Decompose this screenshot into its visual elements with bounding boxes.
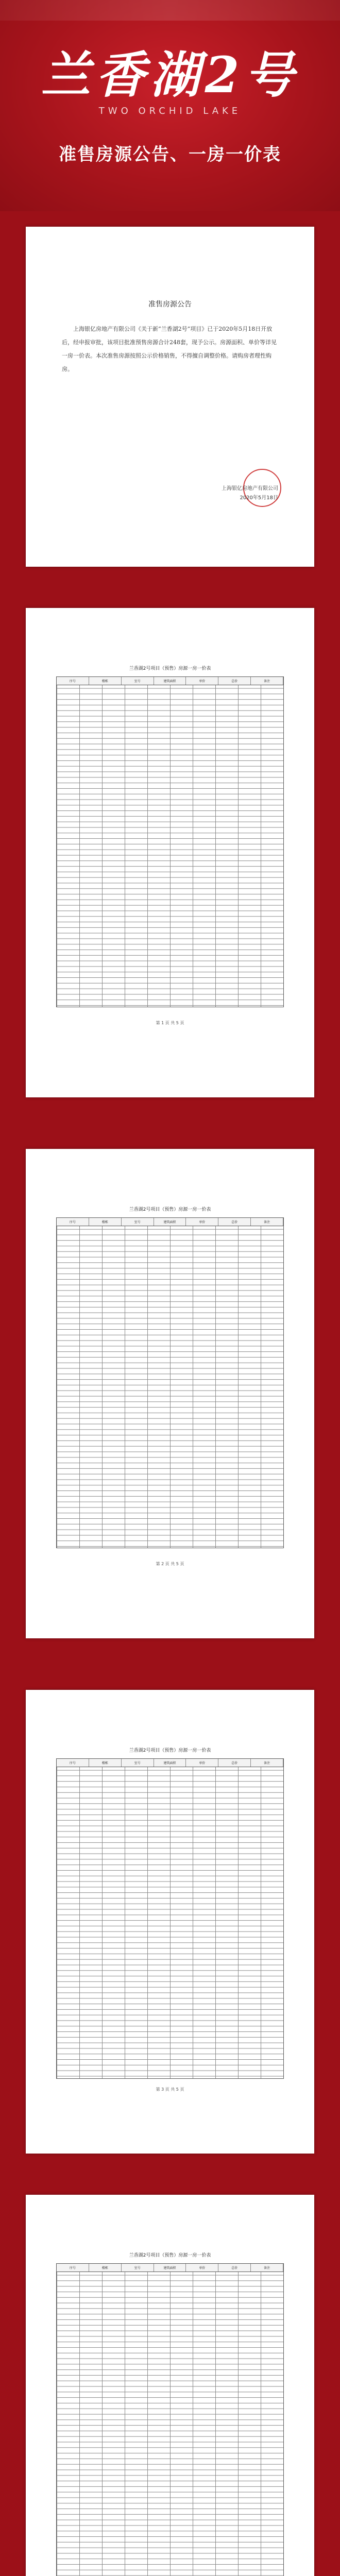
price-table-page-3 — [26, 1690, 314, 2154]
table-header-cell: 备注 — [251, 2264, 283, 2272]
table-header-cell: 单价 — [186, 1759, 218, 1767]
table-title: 兰香湖2号项目（预售）房源一房一价表 — [129, 1748, 211, 1753]
table-header-cell: 室号 — [122, 2264, 154, 2272]
header-banner — [0, 0, 340, 211]
table-title: 兰香湖2号项目（预售）房源一房一价表 — [129, 666, 211, 671]
notice-title: 准售房源公告 — [148, 300, 192, 309]
table-header-row — [57, 2264, 283, 2272]
page-number: 第 1 页 共 5 页 — [156, 1021, 184, 1025]
price-table — [56, 1758, 284, 2079]
signer-name: 上海银亿房地产有限公司 — [222, 486, 278, 492]
table-header-cell: 备注 — [251, 1759, 283, 1767]
project-logo-title: 兰香湖2号 — [41, 46, 299, 104]
table-header-cell: 序号 — [57, 1759, 89, 1767]
price-table — [56, 2263, 284, 2576]
table-header-cell: 备注 — [251, 677, 283, 685]
table-header-cell: 室号 — [122, 1218, 154, 1226]
page-number: 第 2 页 共 5 页 — [156, 1562, 184, 1566]
notice-date: 2020年5月18日 — [240, 495, 278, 501]
price-table-page-2 — [26, 1149, 314, 1638]
table-title: 兰香湖2号项目（预售）房源一房一价表 — [129, 1207, 211, 1212]
table-header-cell: 建筑面积 — [154, 677, 186, 685]
table-header-cell: 建筑面积 — [154, 2264, 186, 2272]
price-table-page-1 — [26, 608, 314, 1097]
table-header-cell: 楼栋 — [89, 677, 122, 685]
table-header-cell: 单价 — [186, 2264, 218, 2272]
banner-decoration — [0, 0, 340, 21]
price-table — [56, 1217, 284, 1548]
table-header-row — [57, 1759, 283, 1767]
table-header-cell: 序号 — [57, 677, 89, 685]
table-header-cell: 室号 — [122, 677, 154, 685]
table-header-cell: 总价 — [218, 2264, 251, 2272]
table-header-cell: 序号 — [57, 2264, 89, 2272]
table-header-cell: 总价 — [218, 677, 251, 685]
notice-body: 上海银亿房地产有限公司《关于新“兰香湖2号”项目》已于2020年5月18日开放后，经申报审批，该项目批准预售房源合计248套，现予公示。房源面积、单价等详见一房一价表。本次准售房源按照公示价格销售，不得擅自调整价格。请购房者理性购房。 — [62, 326, 277, 372]
table-title: 兰香湖2号项目（预售）房源一房一价表 — [129, 2253, 211, 2258]
table-header-cell: 总价 — [218, 1759, 251, 1767]
table-header-cell: 室号 — [122, 1759, 154, 1767]
table-header-cell: 备注 — [251, 1218, 283, 1226]
price-table — [56, 676, 284, 1007]
price-table-page-4 — [26, 2195, 314, 2576]
table-header-cell: 楼栋 — [89, 1218, 122, 1226]
project-english-name: TWO ORCHID LAKE — [98, 106, 242, 116]
table-header-cell: 序号 — [57, 1218, 89, 1226]
table-header-cell: 建筑面积 — [154, 1218, 186, 1226]
page-subtitle: 准售房源公告、一房一价表 — [59, 144, 281, 165]
table-header-row — [57, 677, 283, 685]
table-header-cell: 建筑面积 — [154, 1759, 186, 1767]
table-header-cell: 单价 — [186, 1218, 218, 1226]
table-header-cell: 楼栋 — [89, 1759, 122, 1767]
table-header-cell: 总价 — [218, 1218, 251, 1226]
table-header-cell: 单价 — [186, 677, 218, 685]
notice-page — [26, 227, 314, 567]
table-header-row — [57, 1218, 283, 1226]
notice-signature — [222, 484, 278, 503]
page-number: 第 3 页 共 5 页 — [156, 2087, 184, 2092]
table-header-cell: 楼栋 — [89, 2264, 122, 2272]
